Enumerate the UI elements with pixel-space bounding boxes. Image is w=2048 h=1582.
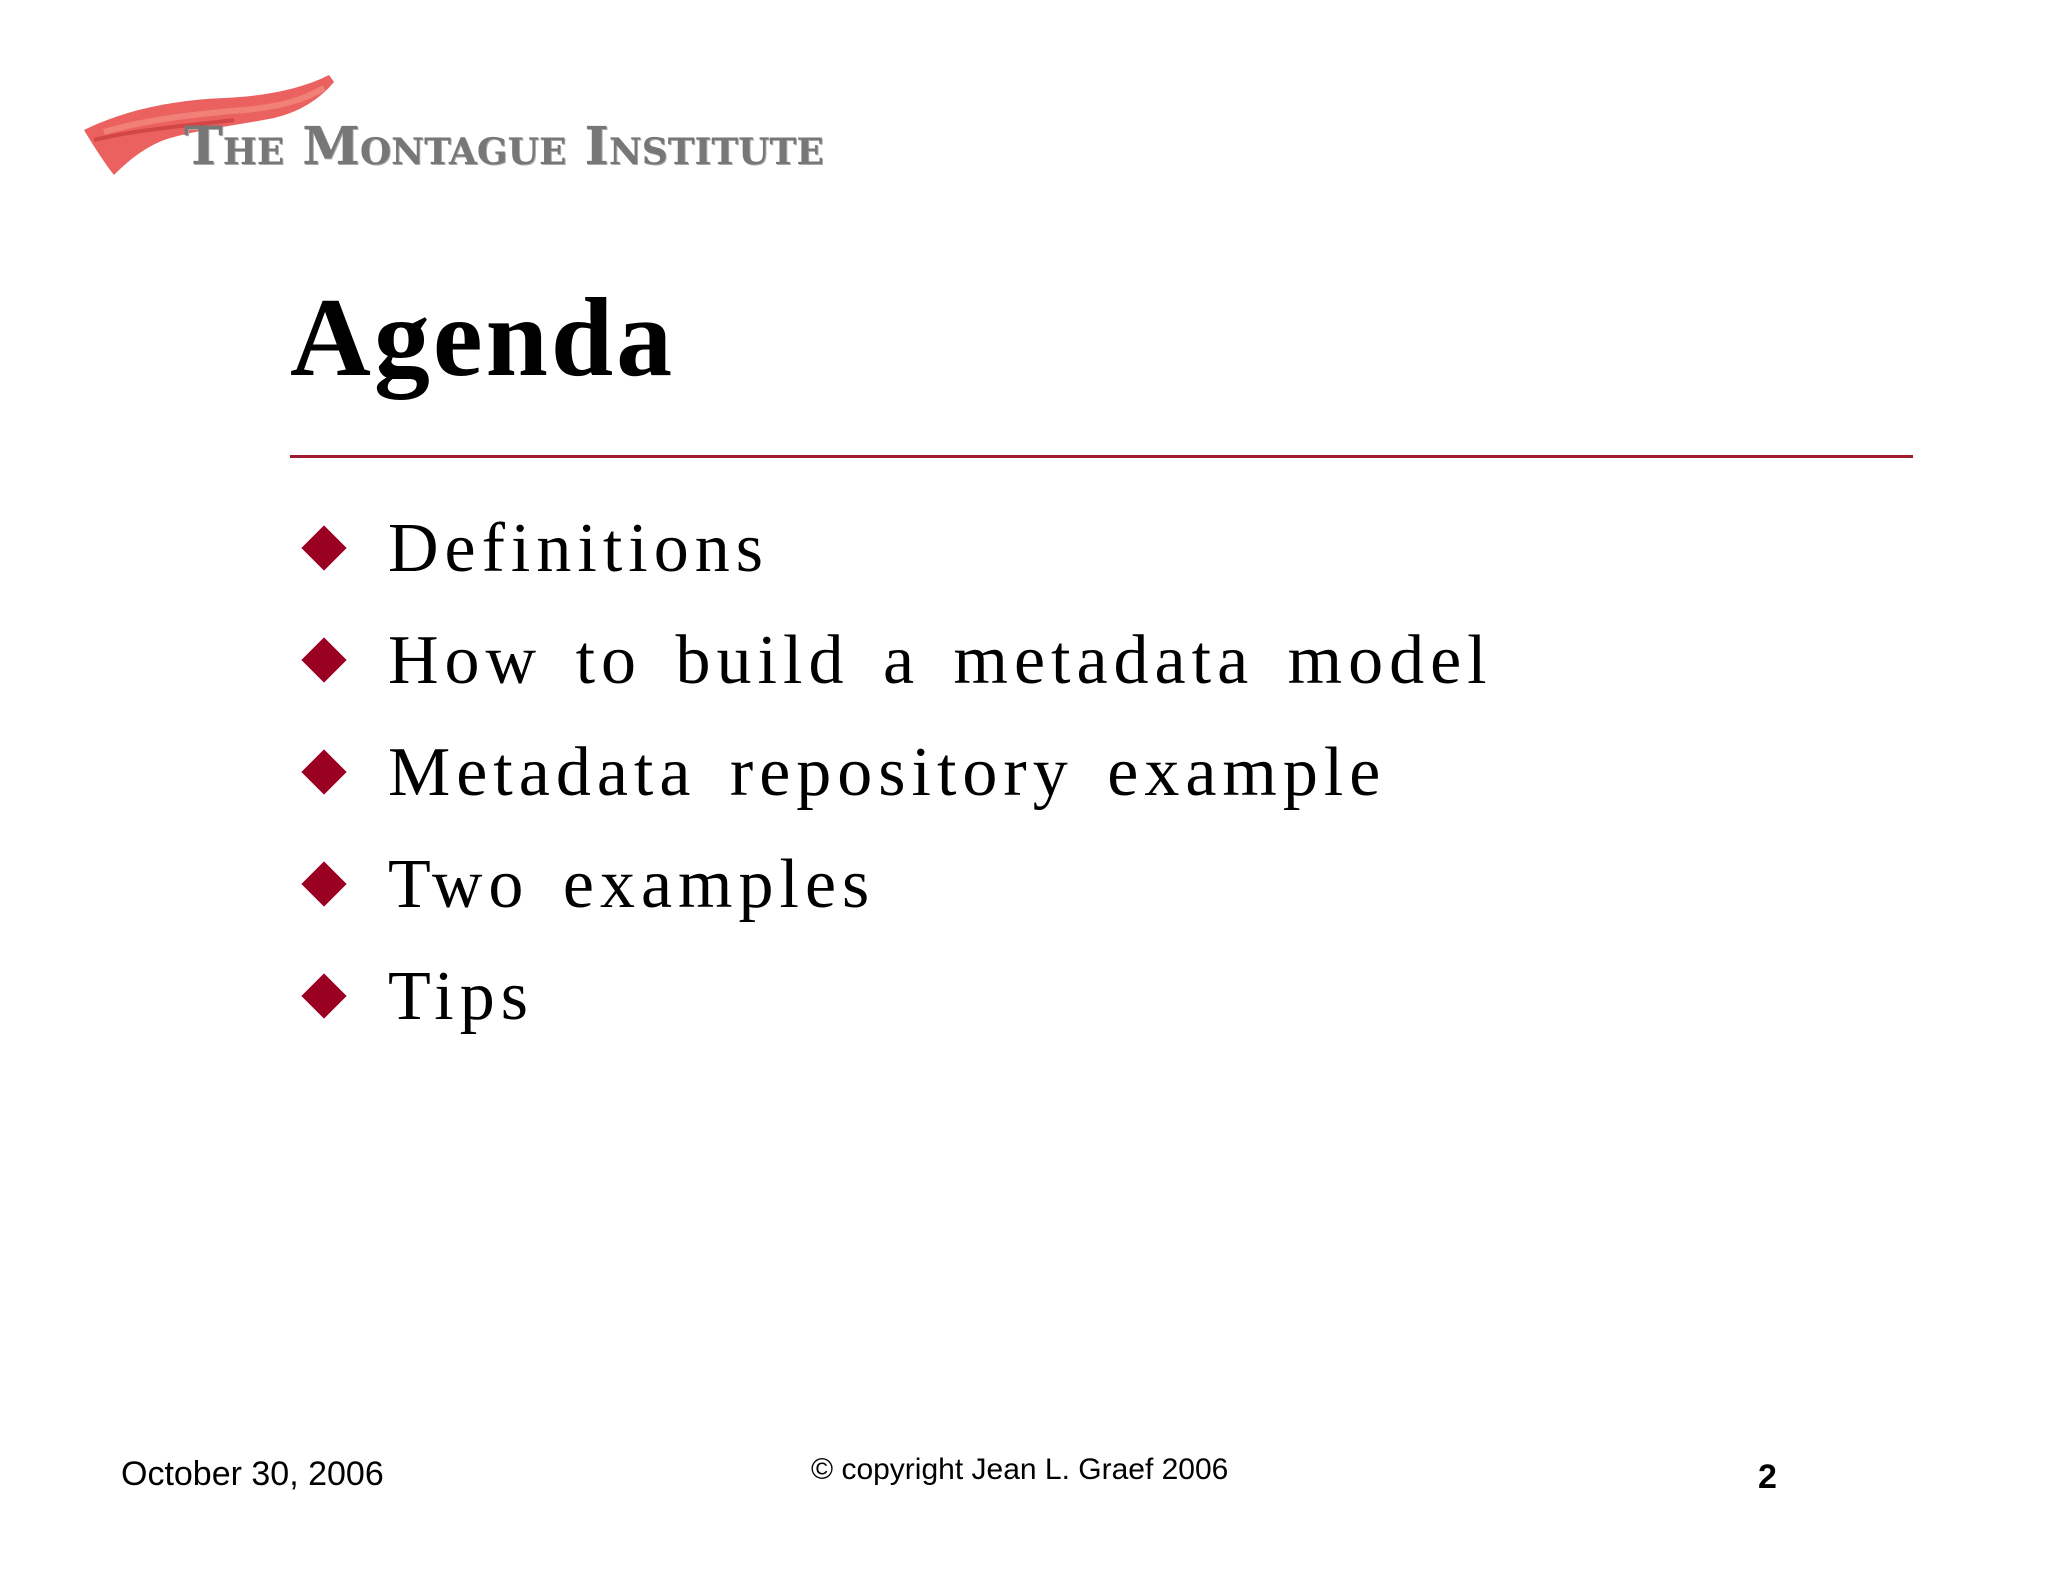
diamond-bullet-icon [301,749,346,794]
logo-text: The Montague Institute [184,116,824,177]
list-item-text: Two examples [388,846,876,923]
list-item-text: How to build a metadata model [388,622,1493,699]
page-number: 2 [1758,1458,1777,1496]
footer-copyright: © copyright Jean L. Graef 2006 [811,1453,1229,1486]
slide-title: Agenda [290,276,676,400]
footer-date: October 30, 2006 [121,1455,384,1493]
diamond-bullet-icon [301,973,346,1018]
diamond-bullet-icon [301,525,346,570]
list-item-text: Definitions [388,510,769,587]
title-divider [290,455,1913,458]
diamond-bullet-icon [301,637,346,682]
diamond-bullet-icon [301,861,346,906]
montague-institute-logo [84,70,824,180]
list-item-text: Tips [388,958,534,1035]
list-item-text: Metadata repository example [388,734,1387,811]
